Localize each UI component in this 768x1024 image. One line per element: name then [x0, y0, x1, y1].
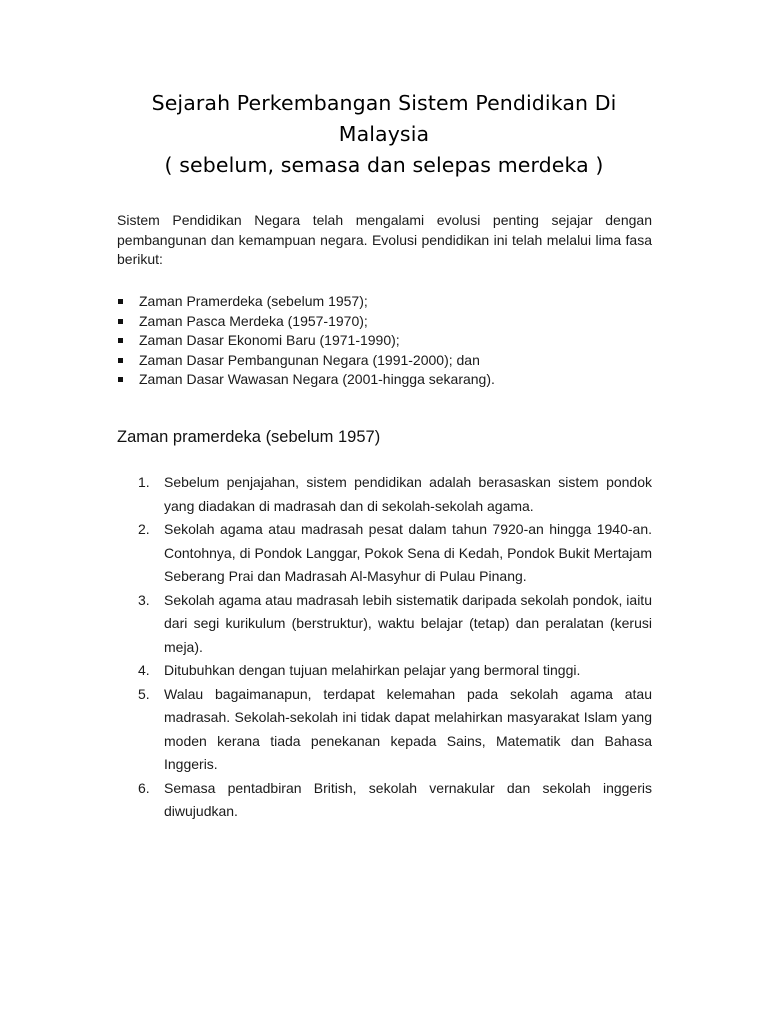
section-heading: Zaman pramerdeka (sebelum 1957) — [117, 428, 381, 446]
phase-list-item — [117, 292, 495, 312]
point-number: 1. — [138, 474, 150, 490]
point-number: 4. — [138, 662, 150, 678]
document-title — [100, 88, 668, 181]
point-text: Sekolah agama atau madrasah lebih sistematik daripada sekolah pondok, iaitu dari segi kurikulum (berstruktur), waktu belajar (tetap) dan peralatan (kerusi meja). — [164, 591, 652, 655]
square-bullet-icon — [118, 319, 123, 324]
square-bullet-icon — [118, 299, 123, 304]
phase-list-item — [117, 312, 495, 332]
numbered-point — [138, 659, 652, 683]
point-number: 5. — [138, 685, 150, 702]
square-bullet-icon — [118, 377, 123, 382]
point-number: 3. — [138, 591, 150, 608]
numbered-point — [138, 518, 652, 589]
phase-list-item — [117, 331, 495, 351]
phase-list-item — [117, 351, 495, 371]
point-text: Sekolah agama atau madrasah pesat dalam tahun 7920-an hingga 1940-an. Contohnya, di Pondok Langgar, Pokok Sena di Kedah, Pondok Bukit Mertajam Seberang Prai dan Madrasah Al-Masyhur di Pulau Pinang. — [164, 521, 652, 584]
point-text: Semasa pentadbiran British, sekolah vernakular dan sekolah inggeris diwujudkan. — [164, 779, 652, 819]
point-text: Walau bagaimanapun, terdapat kelemahan pada sekolah agama atau madrasah. Sekolah-sekolah ini tidak dapat melahirkan masyarakat Islam yang moden kerana tiada penekanan kepada Sains, Matematik dan Bahasa Inggeris. — [164, 685, 652, 772]
phase-text: Zaman Pramerdeka (sebelum 1957); — [139, 293, 368, 309]
numbered-point — [138, 777, 652, 824]
phase-list-item — [117, 370, 495, 390]
phase-text: Zaman Dasar Wawasan Negara (2001-hingga sekarang). — [139, 371, 495, 387]
point-number: 6. — [138, 779, 150, 796]
title-line-3: ( sebelum, semasa dan selepas merdeka ) — [164, 153, 604, 177]
numbered-point-list — [138, 471, 652, 824]
numbered-point — [138, 471, 652, 518]
phase-text: Zaman Dasar Pembangunan Negara (1991-2000); dan — [139, 351, 480, 368]
phase-text: Zaman Pasca Merdeka (1957-1970); — [139, 312, 368, 329]
square-bullet-icon — [118, 338, 123, 343]
title-line-1: Sejarah Perkembangan Sistem Pendidikan Di — [151, 91, 617, 115]
phase-list — [117, 292, 495, 390]
point-number: 2. — [138, 521, 150, 537]
point-text: Sebelum penjajahan, sistem pendidikan adalah berasaskan sistem pondok yang diadakan di madrasah dan di sekolah-sekolah agama. — [164, 474, 652, 514]
square-bullet-icon — [118, 358, 123, 363]
point-text: Ditubuhkan dengan tujuan melahirkan pelajar yang bermoral tinggi. — [164, 662, 581, 678]
numbered-point — [138, 589, 652, 660]
phase-text: Zaman Dasar Ekonomi Baru (1971-1990); — [139, 332, 400, 348]
title-line-2: Malaysia — [338, 122, 430, 146]
numbered-point — [138, 683, 652, 777]
intro-paragraph: Sistem Pendidikan Negara telah mengalami evolusi penting sejajar dengan pembangunan dan kemampuan negara. Evolusi pendidikan ini telah melalui lima fasa berikut: — [117, 212, 652, 267]
